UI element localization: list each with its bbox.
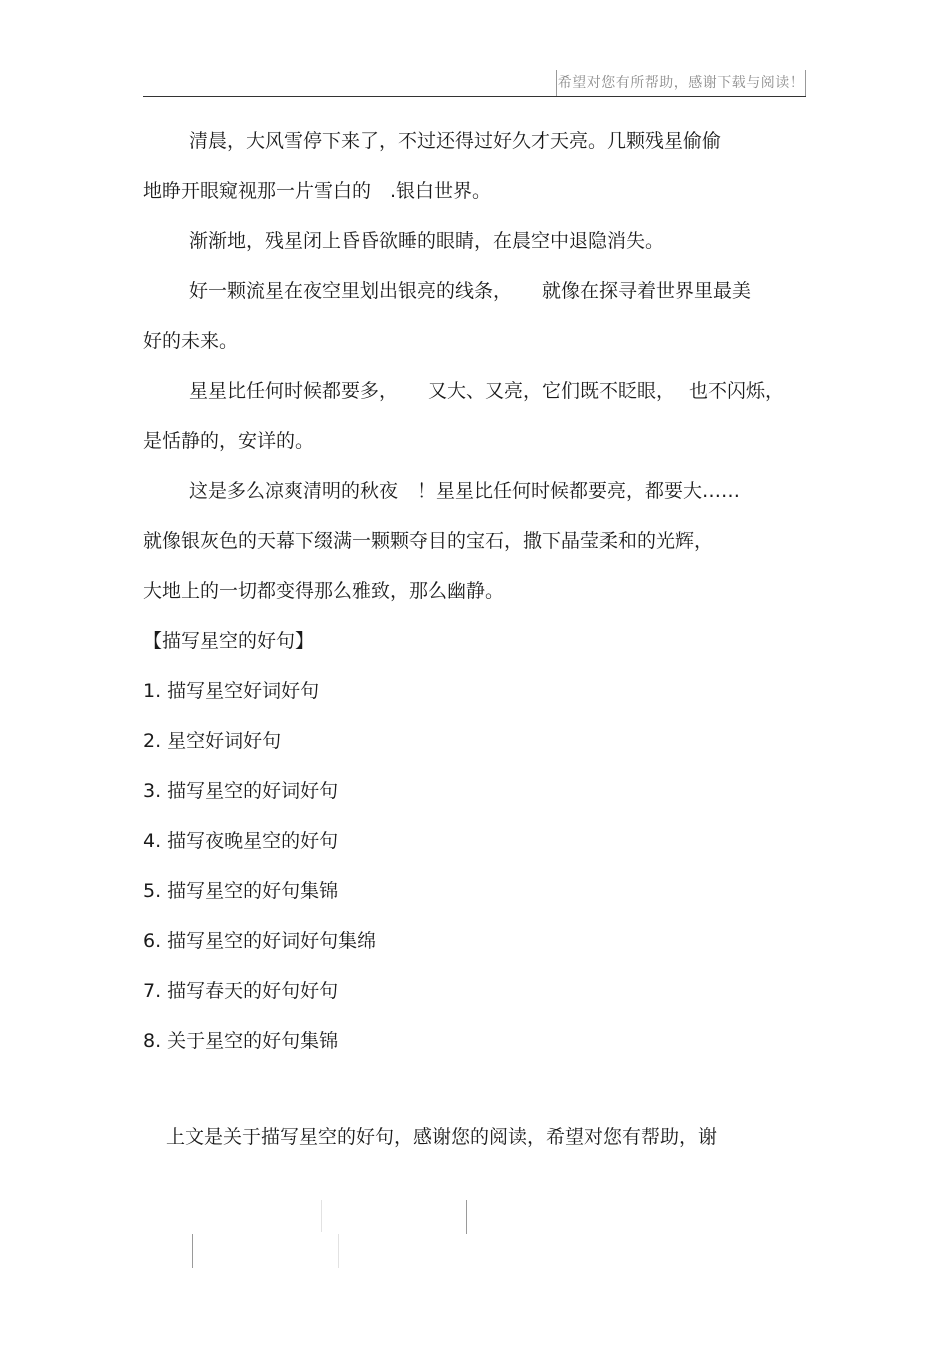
list-item: 4. 描写夜晚星空的好句 <box>143 830 339 852</box>
paragraph-4-line-2: 是恬静的，安详的。 <box>143 430 315 452</box>
header-note: 希望对您有所帮助，感谢下载与阅读！ <box>556 70 806 96</box>
paragraph-3-line-1 <box>143 272 803 322</box>
paragraph-5-line-3: 大地上的一切都变得那么雅致，那么幽静。 <box>143 580 505 602</box>
list-heading: 【描写星空的好句】 <box>143 630 315 652</box>
list-item: 7. 描写春天的好句好句 <box>143 980 339 1002</box>
paragraph-1-line-2: 地睁开眼窥视那一片雪白的 .银白世界。 <box>143 180 492 202</box>
decorative-line <box>321 1200 322 1232</box>
paragraph-3-part-a: 好一颗流星在夜空里划出银亮的线条， <box>189 280 513 302</box>
paragraph-4-part-a: 星星比任何时候都要多， <box>189 380 399 402</box>
paragraph-3-part-b: 就像在探寻着世界里最美 <box>542 280 752 302</box>
list-item: 8. 关于星空的好句集锦 <box>143 1030 339 1052</box>
decorative-line <box>338 1234 339 1268</box>
paragraph-1-line-1: 清晨，大风雪停下来了，不过还得过好久才天亮。几颗残星偷偷 <box>189 130 722 152</box>
paragraph-5-line-1: 这是多么凉爽清明的秋夜 ！星星比任何时候都要亮，都要大…… <box>189 480 741 502</box>
paragraph-4-part-b: 又大、又亮，它们既不眨眼， <box>428 380 676 402</box>
list-item: 6. 描写星空的好词好句集绵 <box>143 930 377 952</box>
paragraph-4-line-1 <box>143 372 803 422</box>
header-rule <box>143 96 806 97</box>
decorative-line <box>466 1200 467 1234</box>
list-item: 2. 星空好词好句 <box>143 730 282 752</box>
list-item: 1. 描写星空好词好句 <box>143 680 320 702</box>
paragraph-2-line-1: 渐渐地，残星闭上昏昏欲睡的眼睛，在晨空中退隐消失。 <box>189 230 665 252</box>
paragraph-3-line-2: 好的未来。 <box>143 330 239 352</box>
closing-line: 上文是关于描写星空的好句，感谢您的阅读，希望对您有帮助，谢 <box>166 1126 718 1148</box>
list-item: 3. 描写星空的好词好句 <box>143 780 339 802</box>
paragraph-4-part-c: 也不闪烁， <box>689 380 785 402</box>
document-body <box>143 122 803 1072</box>
paragraph-5-line-2: 就像银灰色的天幕下缀满一颗颗夺目的宝石，撒下晶莹柔和的光辉， <box>143 530 714 552</box>
decorative-line <box>192 1234 193 1268</box>
list-item: 5. 描写星空的好句集锦 <box>143 880 339 902</box>
